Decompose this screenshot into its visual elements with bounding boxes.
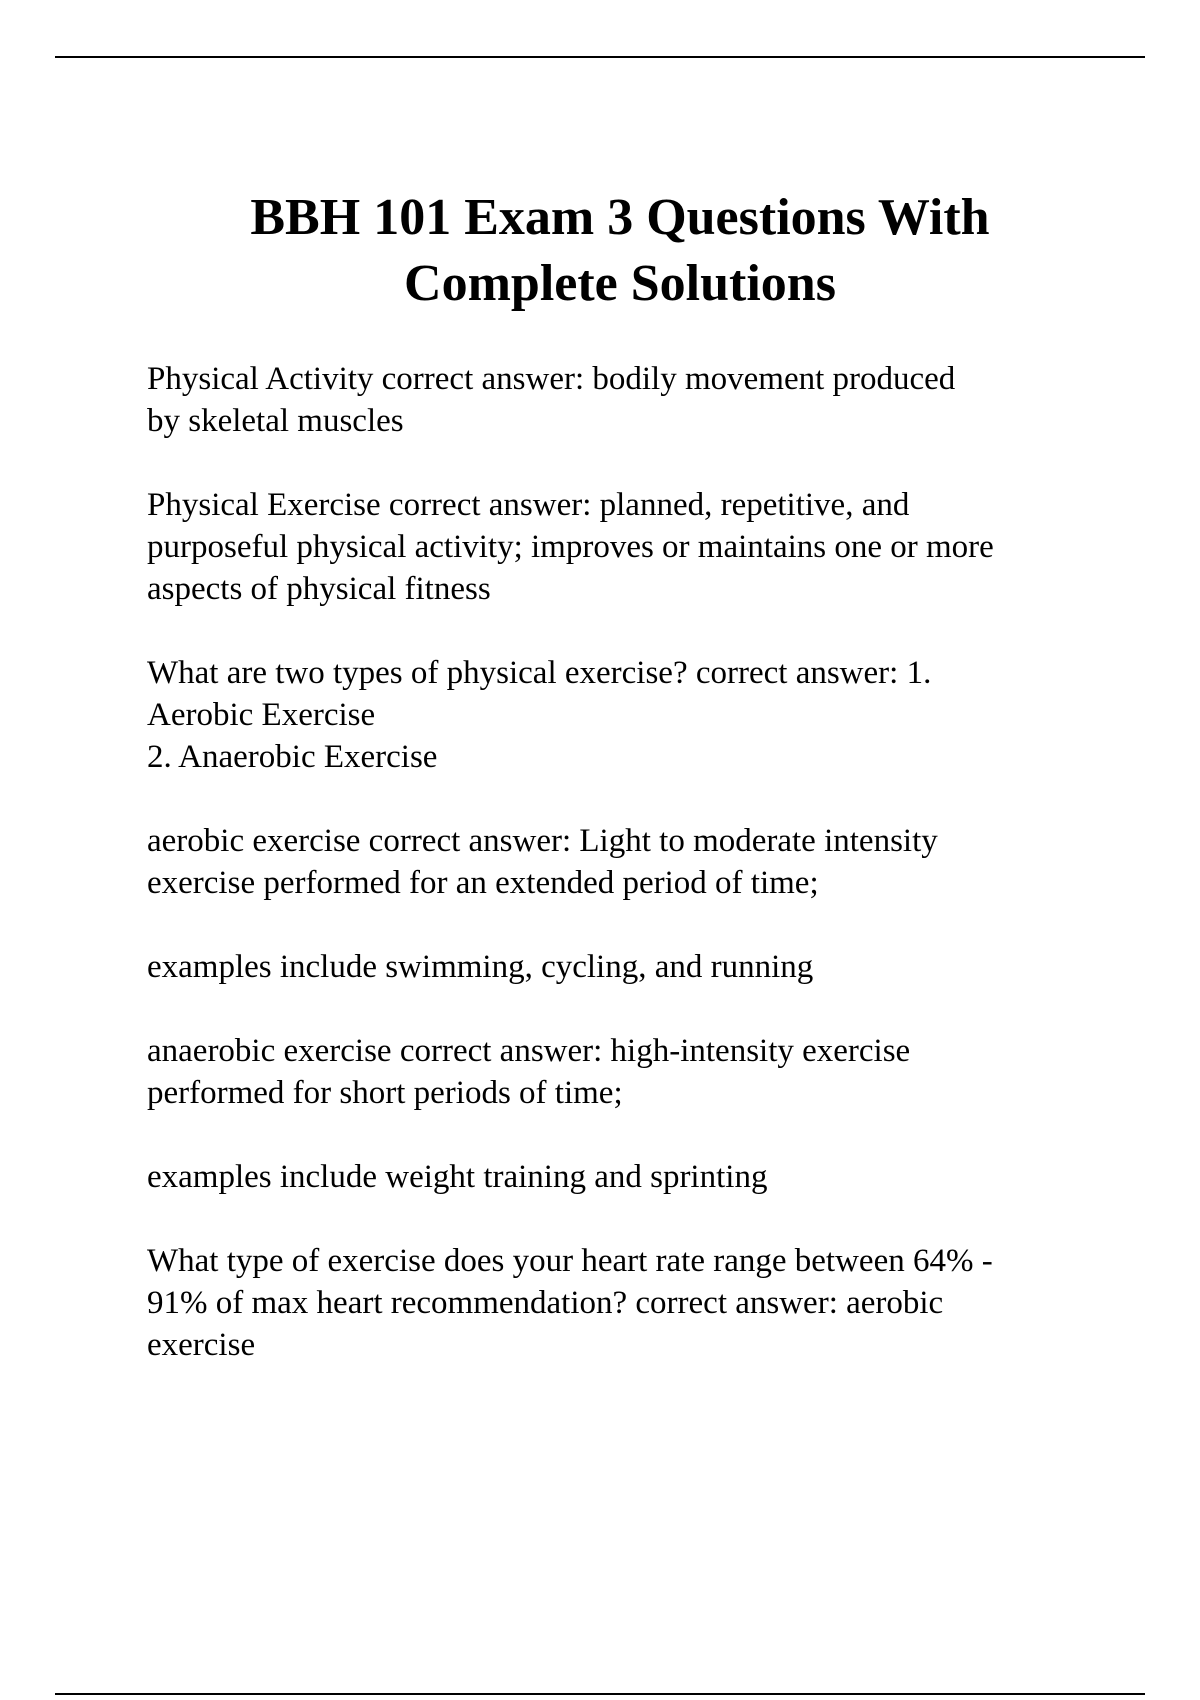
text-line: by skeletal muscles <box>147 403 404 439</box>
text-line: Aerobic Exercise <box>147 697 376 733</box>
text-line: performed for short periods of time; <box>147 1075 623 1111</box>
text-line: anaerobic exercise correct answer: high-intensity exercise <box>147 1033 911 1069</box>
title-line: BBH 101 Exam 3 Questions With <box>250 189 990 246</box>
text-line: What are two types of physical exercise? correct answer: 1. <box>147 655 932 691</box>
qa-item <box>147 652 1097 778</box>
text-line: examples include swimming, cycling, and running <box>147 949 814 985</box>
text-line: purposeful physical activity; improves or maintains one or more <box>147 529 994 565</box>
text-line: 2. Anaerobic Exercise <box>147 739 438 775</box>
qa-item <box>147 820 1097 904</box>
page-title <box>145 185 1095 317</box>
text-line: exercise performed for an extended period of time; <box>147 865 819 901</box>
text-line: examples include weight training and sprinting <box>147 1159 768 1195</box>
document-body <box>147 358 1097 1408</box>
qa-item <box>147 1156 1097 1198</box>
text-line: Physical Activity correct answer: bodily movement produced <box>147 361 956 397</box>
top-rule <box>55 56 1145 58</box>
qa-item <box>147 946 1097 988</box>
qa-item <box>147 1030 1097 1114</box>
qa-item <box>147 1240 1097 1366</box>
title-line: Complete Solutions <box>404 255 836 312</box>
text-line: Physical Exercise correct answer: planned, repetitive, and <box>147 487 910 523</box>
text-line: What type of exercise does your heart rate range between 64% - <box>147 1243 993 1279</box>
qa-item <box>147 358 1097 442</box>
text-line: aspects of physical fitness <box>147 571 491 607</box>
text-line: 91% of max heart recommendation? correct answer: aerobic <box>147 1285 944 1321</box>
text-line: aerobic exercise correct answer: Light to moderate intensity <box>147 823 938 859</box>
text-line: exercise <box>147 1327 256 1363</box>
bottom-rule <box>55 1693 1145 1695</box>
qa-item <box>147 484 1097 610</box>
